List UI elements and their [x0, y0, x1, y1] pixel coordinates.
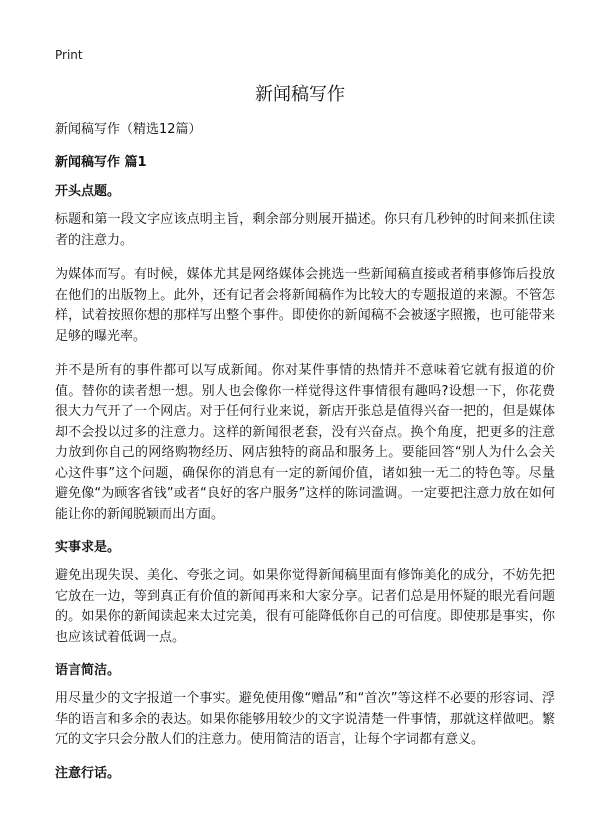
paragraph: 用尽量少的文字报道一个事实。避免使用像“赠品”和“首次”等这样不必要的形容词、浮华的语言和多余的表达。如果你能够用较少的文字说清楚一件事情，那就这样做吧。繁冗的文字只会分散人们的注意力。使用简洁的语言，让每个字词都有意义。 [55, 691, 555, 747]
paragraph: 并不是所有的事件都可以写成新闻。你对某件事情的热情并不意味着它就有报道的价值。替你的读者想一想。别人也会像你一样觉得这件事情很有趣吗?设想一下，你花费很大力气开了一个网店。对于任何行业来说，新店开张总是值得兴奋一把的，但是媒体却不会投以过多的注意力。这样的新闻很老套，没有兴奋点。换个角度，把更多的注意力放到你自己的网络购物经历、网店独特的商品和服务上。要能回答“别人为什么会关心这件事”这个问题，确保你的消息有一定的新闻价值，诸如独一无二的特色等。尽量避免像“为顾客省钱”或者“良好的客户服务”这样的陈词滥调。一定要把注意力放在如何能让你的新闻脱颖而出方面。 [55, 363, 555, 522]
section-heading: 实事求是。 [55, 540, 121, 555]
article-title: 新闻稿写作 篇1 [55, 155, 147, 170]
document-title: 新闻稿写作 [255, 84, 345, 105]
document-subtitle: 新闻稿写作（精选12篇） [55, 122, 202, 137]
paragraph: 为媒体而写。有时候，媒体尤其是网络媒体会挑选一些新闻稿直接或者稍事修饰后投放在他们的出版物上。此外，还有记者会将新闻稿作为比较大的专题报道的来源。不管怎样，试着按照你想的那样写出整个事件。即使你的新闻稿不会被逐字照搬，也可能带来足够的曝光率。 [55, 267, 555, 344]
section-heading: 语言简洁。 [55, 663, 121, 678]
section-heading: 开头点题。 [55, 184, 121, 199]
document-body [55, 121, 555, 792]
paragraph: 标题和第一段文字应该点明主旨，剩余部分则展开描述。你只有几秒钟的时间来抓住读者的注意力。 [55, 212, 555, 248]
paragraph: 避免出现失误、美化、夸张之词。如果你觉得新闻稿里面有修饰美化的成分，不妨先把它放在一边，等到真正有价值的新闻再来和大家分享。记者们总是用怀疑的眼光看问题的。如果你的新闻读起来太过完美，很有可能降低你自己的可信度。即使那是事实，你也应该试着低调一点。 [55, 568, 555, 645]
print-label: Print [55, 48, 83, 62]
section-heading: 注意行话。 [55, 765, 121, 781]
